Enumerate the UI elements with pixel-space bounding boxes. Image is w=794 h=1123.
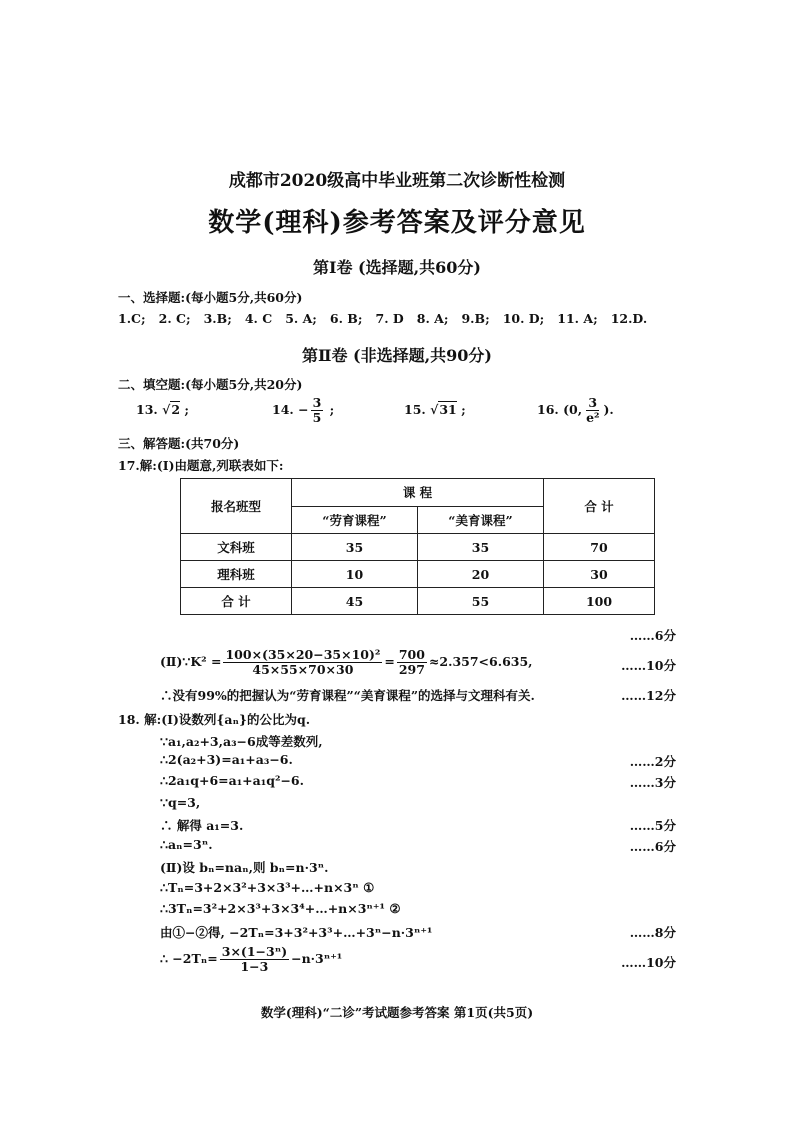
contingency-table bbox=[180, 478, 655, 615]
table-row: 合 计 45 55 100 bbox=[181, 588, 655, 615]
answer-10: 10. D; bbox=[502, 311, 545, 326]
answer-1: 1.C; bbox=[118, 311, 146, 326]
q18-line-8: (Ⅱ)设 bₙ=naₙ,则 bₙ=n·3ⁿ. bbox=[160, 860, 329, 875]
fill-answer-16: 16. (0, $\frac{3}{\text{e²}}$ ). bbox=[537, 395, 614, 425]
choice-section-label: 一、选择题:(每小题5分,共60分) bbox=[118, 290, 303, 305]
q18-line-11: 由①−②得, −2Tₙ=3+3²+3³+…+3ⁿ−n·3ⁿ⁺¹ bbox=[160, 925, 433, 940]
q17-k2-formula: (Ⅱ)∵K² = $\frac{\text{100×(35×20−35×10)²}}{45\times 55\times 70\times 30}$ = $\frac{700}{297}$ ≈2.357<6.635, bbox=[160, 647, 533, 677]
answer-12: 12.D. bbox=[610, 311, 648, 326]
q18-points-2: ……2分 bbox=[629, 754, 676, 769]
q18-points-3: ……3分 bbox=[629, 775, 676, 790]
q18-line-6: ∴ 解得 a₁=3. bbox=[160, 818, 244, 833]
q18-line-7: ∴aₙ=3ⁿ. bbox=[160, 837, 213, 852]
table-header-labor: “劳育课程” bbox=[292, 506, 418, 534]
fill-section-label: 二、填空题:(每小题5分,共20分) bbox=[118, 377, 303, 392]
table-row: 理科班 10 20 30 bbox=[181, 561, 655, 588]
q18-points-6: ……6分 bbox=[629, 839, 676, 854]
fill-answer-14: 14. − $\frac{3}{5}$ ; bbox=[272, 395, 335, 425]
q18-line-4: ∴2a₁q+6=a₁+a₁q²−6. bbox=[160, 773, 304, 788]
q18-line-1: 18. 解:(Ⅰ)设数列{aₙ}的公比为q. bbox=[118, 712, 311, 727]
q17-points-1: ……6分 bbox=[629, 628, 676, 643]
q18-points-10: ……10分 bbox=[621, 955, 676, 970]
fill-answer-13: 13. √2 ; bbox=[136, 402, 190, 417]
solve-section-label: 三、解答题:(共70分) bbox=[118, 436, 240, 451]
q17-points-3: ……12分 bbox=[621, 688, 676, 703]
answer-3: 3.B; bbox=[203, 311, 232, 326]
q18-line-3: ∴2(a₂+3)=a₁+a₃−6. bbox=[160, 752, 293, 767]
q18-line-2: ∵a₁,a₂+3,a₃−6成等差数列, bbox=[160, 734, 323, 749]
answer-9: 9.B; bbox=[461, 311, 490, 326]
document-title: 数学(理科)参考答案及评分意见 bbox=[208, 208, 586, 238]
table-header-class: 报名班型 bbox=[181, 479, 292, 534]
q18-points-5: ……5分 bbox=[629, 818, 676, 833]
answer-8: 8. A; bbox=[416, 311, 449, 326]
answer-2: 2. C; bbox=[158, 311, 191, 326]
table-header-arts: “美育课程” bbox=[418, 506, 544, 534]
page-footer: 数学(理科)“二诊”考试题参考答案 第1页(共5页) bbox=[260, 1005, 534, 1020]
exam-title: 成都市2020级高中毕业班第二次诊断性检测 bbox=[228, 171, 566, 191]
answer-6: 6. B; bbox=[329, 311, 363, 326]
answer-7: 7. D bbox=[375, 311, 404, 326]
table-header-total: 合 计 bbox=[544, 479, 655, 534]
answer-4: 4. C bbox=[244, 311, 273, 326]
answer-11: 11. A; bbox=[557, 311, 598, 326]
table-header-course: 课 程 bbox=[292, 479, 544, 507]
q17-intro: 17.解:(Ⅰ)由题意,列联表如下: bbox=[118, 458, 284, 473]
fill-answer-15: 15. √31 ; bbox=[404, 402, 466, 417]
q17-conclusion: ∴没有99%的把握认为“劳育课程”“美育课程”的选择与文理科有关. bbox=[160, 688, 535, 703]
choice-answers bbox=[118, 311, 647, 326]
q18-line-5: ∵q=3, bbox=[160, 795, 201, 810]
q17-points-2: ……10分 bbox=[621, 658, 676, 673]
q18-line-10: ∴3Tₙ=3²+2×3³+3×3⁴+…+n×3ⁿ⁺¹ ② bbox=[160, 901, 401, 916]
q18-line-9: ∴Tₙ=3+2×3²+3×3³+…+n×3ⁿ ① bbox=[160, 880, 375, 895]
answer-5: 5. A; bbox=[285, 311, 317, 326]
part1-heading: 第Ⅰ卷 (选择题,共60分) bbox=[312, 258, 482, 277]
part2-heading: 第Ⅱ卷 (非选择题,共90分) bbox=[301, 346, 493, 365]
table-row: 文科班 35 35 70 bbox=[181, 534, 655, 561]
q18-points-8: ……8分 bbox=[629, 925, 676, 940]
q18-line-12: ∴ −2Tₙ= $\frac{\text{3×(1−3ⁿ)}}{1-3}$ −n·3ⁿ⁺¹ bbox=[160, 944, 343, 974]
